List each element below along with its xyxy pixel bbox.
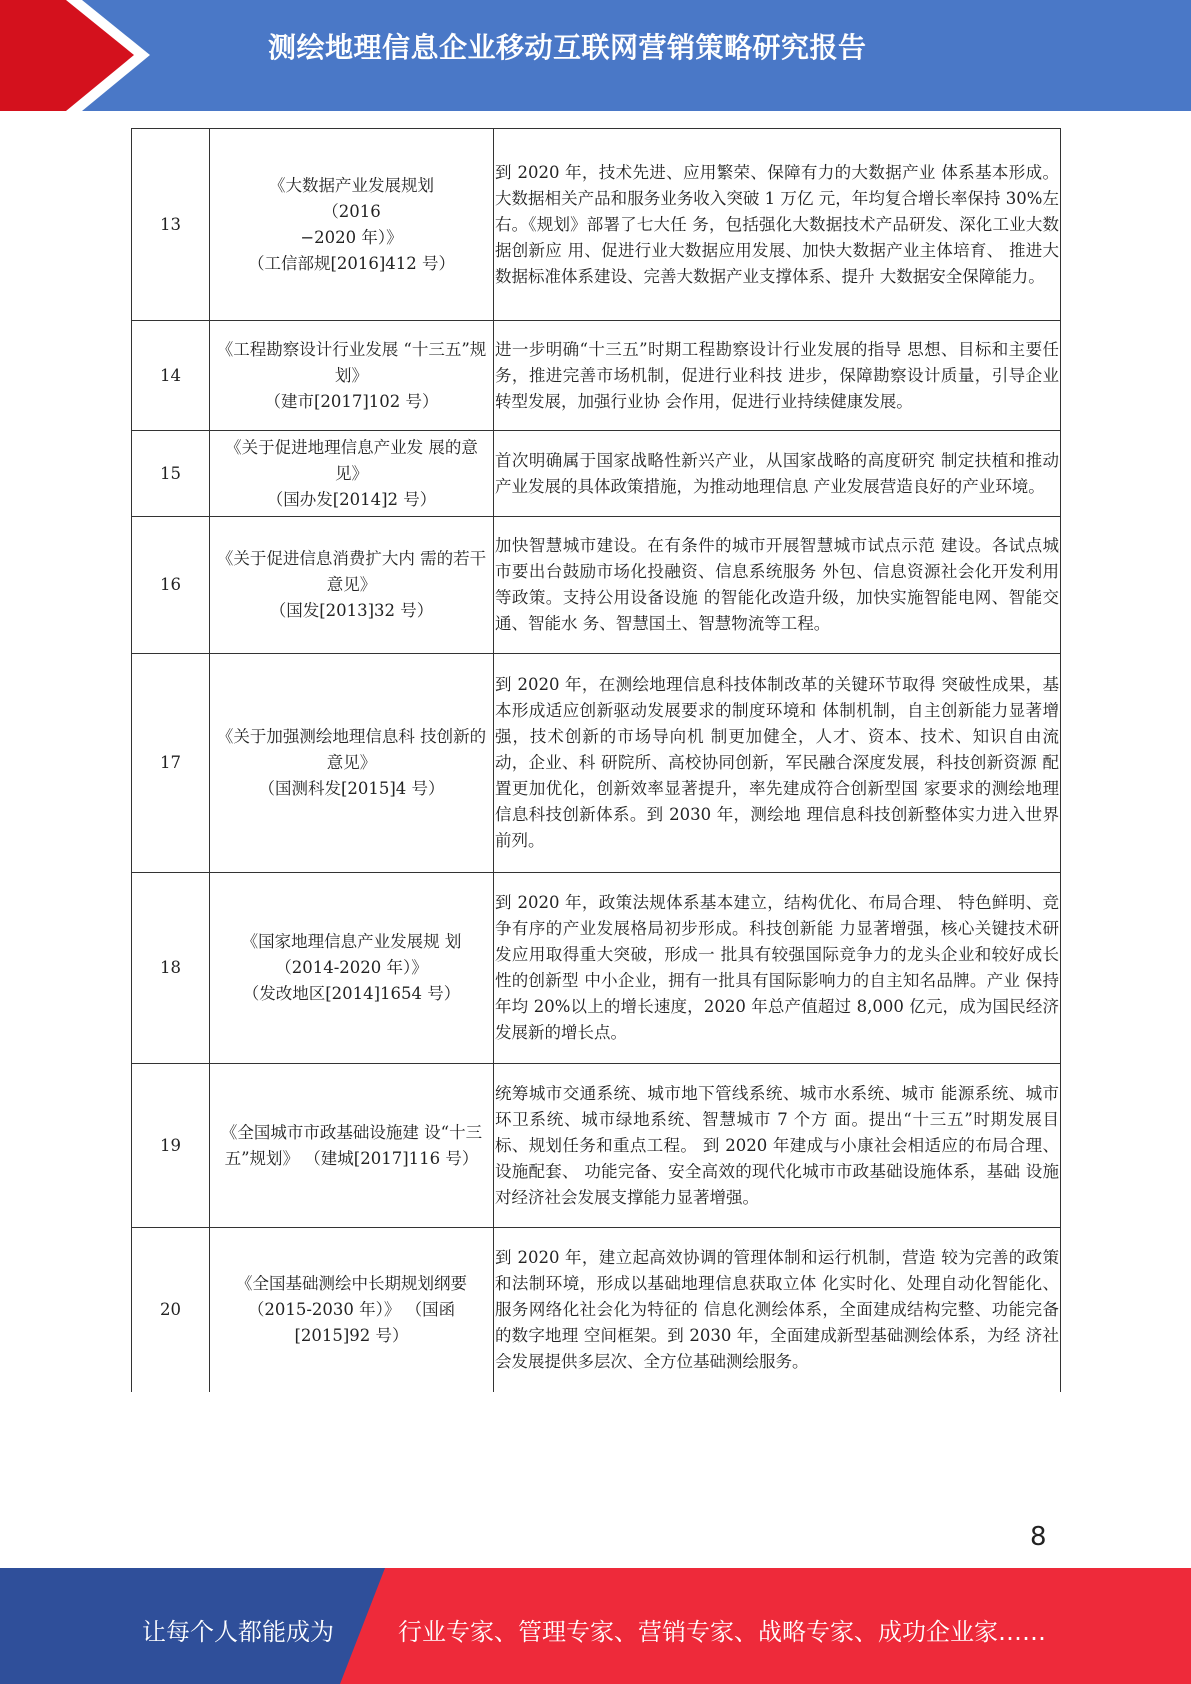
row-number: 14 [132,321,210,431]
policy-name-line: （工信部规[2016]412 号） [247,253,456,273]
row-number: 15 [132,431,210,517]
policy-name [210,873,494,1064]
policy-name [210,654,494,873]
footer-slogan-left: 让每个人都能成为 [142,1618,334,1646]
policy-name-line: 《工程勘察设计行业发展 “十三五”规划》 [216,339,487,385]
report-title: 测绘地理信息企业移动互联网营销策略研究报告 [268,31,867,64]
policy-name-line: （发改地区[2014]1654 号） [242,984,461,1003]
policy-name [210,431,494,517]
row-number: 17 [132,654,210,873]
policy-table [131,128,1061,1392]
policy-content: 到 2020 年，政策法规体系基本建立，结构优化、布局合理、 特色鲜明、竞争有序的产业发展格局初步形成。科技创新能 力显著增强，核心关键技术研发应用取得重大突破，形成一 批具有较强国际竞争力的龙头企业和较好成长性的创新型 中小企业，拥有一批具有国际影响力的自主知名品牌。产业 保持年均 20%以上的增长速度，2020 年总产值超过 8,000 亿元，成为国民经济发展新的增长点。 [494,873,1061,1064]
table-row [132,431,1061,517]
policy-content: 到 2020 年，建立起高效协调的管理体制和运行机制，营造 较为完善的政策和法制环境，形成以基础地理信息获取立体 化实时化、处理自动化智能化、服务网络化社会化为特征的 信息化测绘体系，全面建成结构完整、功能完备的数字地理 空间框架。到 2030 年，全面建成新型基础测绘体系，为经 济社会发展提供多层次、全方位基础测绘服务。 [494,1228,1061,1392]
table-row [132,654,1061,873]
policy-name-line: 《大数据产业发展规划 [269,175,434,195]
policy-name [210,1228,494,1392]
row-number: 19 [132,1064,210,1228]
table-row [132,517,1061,654]
policy-name-line: （国测科发[2015]4 号） [258,779,445,798]
policy-content: 到 2020 年，在测绘地理信息科技体制改革的关键环节取得 突破性成果，基本形成适应创新驱动发展要求的制度环境和 体制机制，自主创新能力显著增强，技术创新的市场导向机 制更加健全，人才、资本、技术、知识自由流动，企业、科 研院所、高校协同创新，军民融合深度发展，科技创新资源 配置更加优化，创新效率显著提升，率先建成符合创新型国 家要求的测绘地理信息科技创新体系。到 2030 年，测绘地 理信息科技创新整体实力进入世界前列。 [494,654,1061,873]
table-row [132,1064,1061,1228]
row-number: 16 [132,517,210,654]
policy-name-line: （国办发[2014]2 号） [266,489,437,509]
page-header [0,0,1191,111]
table-row [132,321,1061,431]
policy-content: 统筹城市交通系统、城市地下管线系统、城市水系统、城市 能源系统、城市环卫系统、城市绿地系统、智慧城市 7 个方 面。提出“十三五”时期发展目标、规划任务和重点工程。 到 2020 年建成与小康社会相适应的布局合理、设施配套、 功能完备、安全高效的现代化城市市政基础设施体系，基础 设施对经济社会发展支撑能力显著增强。 [494,1064,1061,1228]
policy-name-line: 《国家地理信息产业发展规 划（2014-2020 年）》 [241,932,462,977]
page-number: 8 [1030,1522,1047,1552]
policy-name-line: 《全国基础测绘中长期规划纲要（2015-2030 年）》 （国函[2015]92 号） [236,1273,467,1345]
policy-content: 首次明确属于国家战略性新兴产业，从国家战略的高度研究 制定扶植和推动产业发展的具体政策措施，为推动地理信息 产业发展营造良好的产业环境。 [494,431,1061,517]
row-number: 13 [132,129,210,321]
policy-name-line: （建市[2017]102 号） [264,391,439,411]
policy-name-line: 《关于促进信息消费扩大内 需的若干意见》 [216,549,487,594]
policy-name [210,321,494,431]
policy-name-line: 《全国城市市政基础设施建 设“十三五”规划》 （建城[2017]116 号） [220,1122,483,1168]
row-number: 20 [132,1228,210,1392]
policy-name-line: 《关于促进地理信息产业发 展的意见》 [225,437,478,483]
table-row [132,1228,1061,1392]
footer-slogan-right: 行业专家、管理专家、营销专家、战略专家、成功企业家…… [398,1618,1046,1646]
policy-name-line: −2020 年）》 [300,227,403,247]
policy-name [210,129,494,321]
policy-name-line: （国发[2013]32 号） [269,601,434,620]
policy-name-line: （2016 [322,201,381,221]
policy-table-wrapper [131,128,1061,1391]
policy-content: 到 2020 年，技术先进、应用繁荣、保障有力的大数据产业 体系基本形成。大数据相关产品和服务业务收入突破 1 万亿 元，年均复合增长率保持 30%左右。《规划》部署了七大任 务，包括强化大数据技术产品研发、深化工业大数据创新应 用、促进行业大数据应用发展、加快大数据产业主体培育、 推进大数据标准体系建设、完善大数据产业支撑体系、提升 大数据安全保障能力。 [494,129,1061,321]
page-footer [0,1568,1191,1684]
policy-content: 进一步明确“十三五”时期工程勘察设计行业发展的指导 思想、目标和主要任务，推进完善市场机制，促进行业科技 进步，保障勘察设计质量，引导企业转型发展，加强行业协 会作用，促进行业持续健康发展。 [494,321,1061,431]
table-row [132,873,1061,1064]
policy-name-line: 《关于加强测绘地理信息科 技创新的意见》 [216,727,487,772]
policy-name [210,517,494,654]
header-red-chevron [0,0,150,111]
policy-content: 加快智慧城市建设。在有条件的城市开展智慧城市试点示范 建设。各试点城市要出台鼓励市场化投融资、信息系统服务 外包、信息资源社会化开发利用等政策。支持公用设备设施 的智能化改造升级，加快实施智能电网、智能交通、智能水 务、智慧国土、智慧物流等工程。 [494,517,1061,654]
row-number: 18 [132,873,210,1064]
policy-name [210,1064,494,1228]
table-row [132,129,1061,321]
